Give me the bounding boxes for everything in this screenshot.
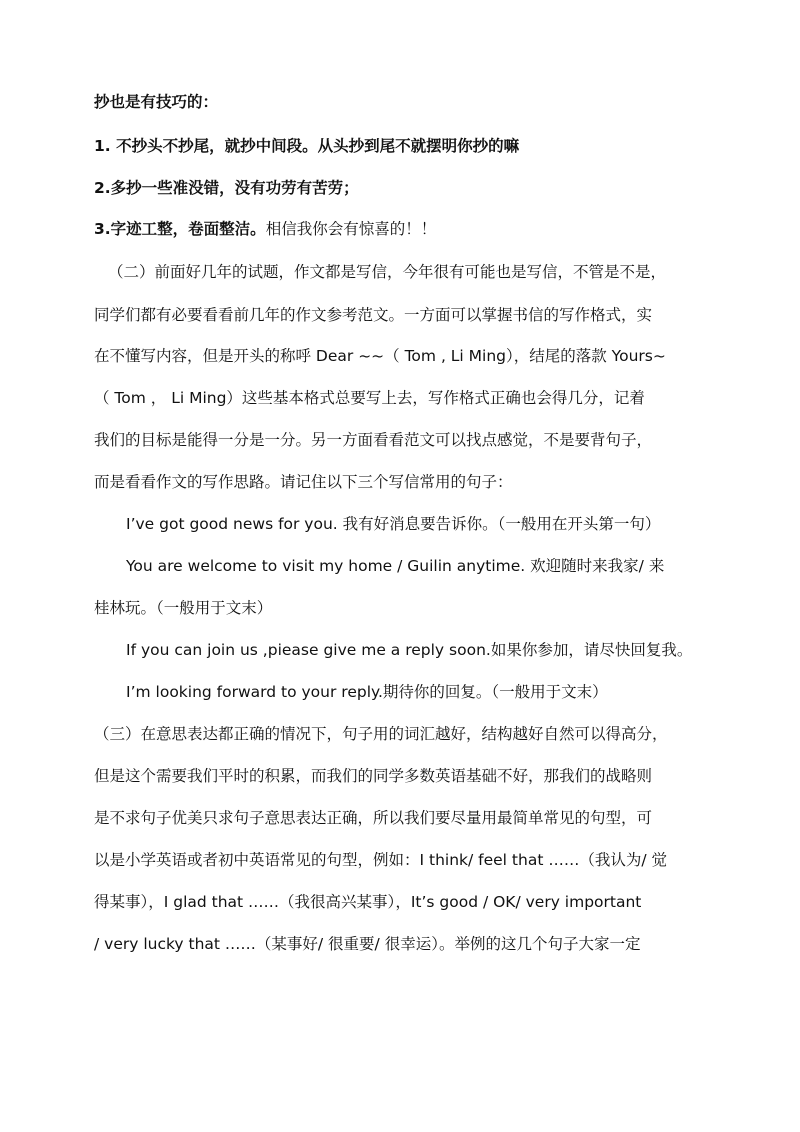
example-sentence-2-cont: 桂林玩。（一般用于文末） [94,599,273,617]
section-3-line: 得某事），I glad that ……（我很高兴某事），It’s good / OK/ very important [94,893,642,911]
section-3-line: 是不求句子优美只求句子意思表达正确，所以我们要尽量用最简单常见的句型，可 [94,809,653,827]
tip-3-rest: 相信我你会有惊喜的！！ [265,220,437,238]
heading: 抄也是有技巧的： [94,93,219,111]
tip-1: 1. 不抄头不抄尾，就抄中间段。从头抄到尾不就摆明你抄的嘛 [94,137,520,155]
example-sentence-4: I’m looking forward to your reply.期待你的回复。（一般用于文末） [126,683,608,701]
section-2-line: （二）前面好几年的试题，作文都是写信，今年很有可能也是写信，不管是不是， [108,263,667,281]
section-3-line: 以是小学英语或者初中英语常见的句型，例如：I think/ feel that ……（我认为/ 觉 [94,851,667,869]
section-3-line: （三）在意思表达都正确的情况下，句子用的词汇越好，结构越好自然可以得高分， [94,725,668,743]
tip-3-bold: 3.字迹工整，卷面整洁。 [94,220,266,238]
section-3-line: / very lucky that ……（某事好/ 很重要/ 很幸运）。举例的这几个句子大家一定 [94,935,641,953]
tip-2: 2.多抄一些准没错，没有功劳有苦劳； [94,179,359,197]
example-sentence-2: You are welcome to visit my home / Guilin anytime. 欢迎随时来我家/ 来 [126,557,665,575]
tip-3 [94,219,436,239]
section-2-line: 而是看看作文的写作思路。请记住以下三个写信常用的句子： [94,473,513,491]
section-3-line: 但是这个需要我们平时的积累，而我们的同学多数英语基础不好，那我们的战略则 [94,767,653,785]
section-2-line: （ Tom ， Li Ming）这些基本格式总要写上去，写作格式正确也会得几分，记着 [94,389,645,407]
section-2-line: 在不懂写内容，但是开头的称呼 Dear ~~（ Tom , Li Ming），结尾的落款 Yours~ [94,347,666,365]
section-2-line: 同学们都有必要看看前几年的作文参考范文。一方面可以掌握书信的写作格式，实 [94,306,653,324]
example-sentence-1: I’ve got good news for you. 我有好消息要告诉你。（一般用在开头第一句） [126,515,661,533]
example-sentence-3: If you can join us ,piease give me a reply soon.如果你参加，请尽快回复我。 [126,641,693,659]
section-2-line: 我们的目标是能得一分是一分。另一方面看看范文可以找点感觉，不是要背句子， [94,431,653,449]
